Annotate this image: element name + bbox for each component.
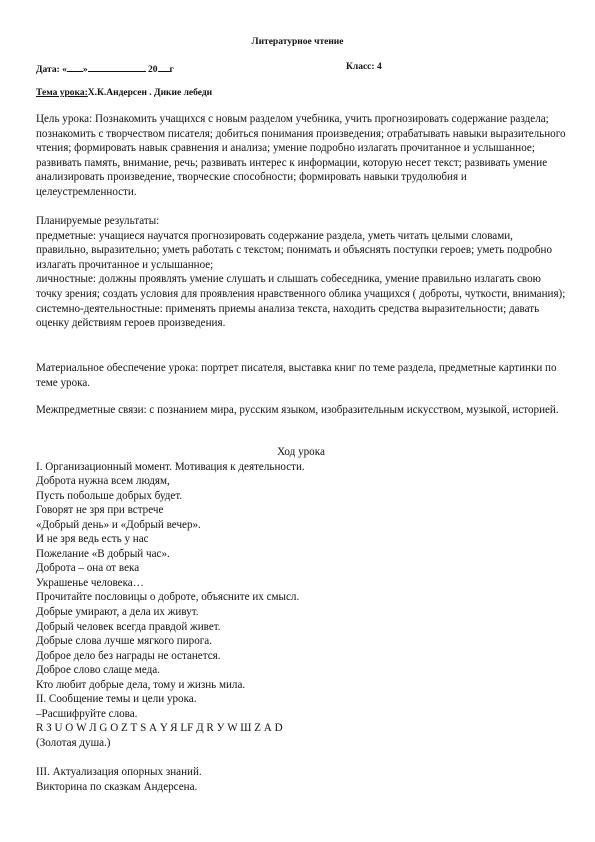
lesson-line: R З U О W Л G О Z Т S А Y Я LF Д R У W Ш Z А D bbox=[36, 722, 283, 735]
date-year: 20 bbox=[145, 65, 158, 75]
lesson-line bbox=[36, 750, 566, 765]
lesson-line: Викторина по сказкам Андерсена. bbox=[36, 780, 198, 793]
lesson-lines bbox=[36, 460, 566, 795]
month-blank bbox=[88, 62, 146, 72]
lesson-line: Кто любит добрые дела, тому и жизнь мила. bbox=[36, 678, 246, 691]
lesson-line: Доброта – она от века bbox=[36, 562, 140, 575]
lesson-line: (Золотая душа.) bbox=[36, 736, 111, 749]
lesson-line: Пожелание «В добрый час». bbox=[36, 547, 170, 560]
equipment-text: Материальное обеспечение урока: портрет писателя, выставка книг по теме раздела, предметные картинки по теме урока. bbox=[36, 362, 557, 389]
lesson-line: Пусть побольше добрых будет. bbox=[36, 489, 183, 502]
date-suffix: г bbox=[169, 65, 174, 75]
results-activity: системно-деятельностные: применять приемы анализа текста, находить средства выразительности; давать оценку действиям героев произведения. bbox=[36, 302, 540, 330]
lesson-line: Говорят не зря при встрече bbox=[36, 504, 164, 517]
interdisciplinary-paragraph bbox=[36, 403, 566, 418]
day-blank bbox=[67, 62, 83, 72]
subject-heading: Литературное чтение bbox=[251, 37, 344, 47]
lesson-line: Доброе дело без награды не останется. bbox=[36, 649, 221, 662]
equipment-paragraph bbox=[36, 361, 566, 390]
lesson-plan bbox=[36, 445, 566, 794]
class-label: Класс: 4 bbox=[346, 62, 382, 72]
goal-paragraph bbox=[36, 112, 566, 200]
results-subject: предметные: учащиеся научатся прогнозировать содержание раздела, уметь читать целыми словами, правильно, выразительно; уметь работать с текстом; понимать и объяснять поступки героев; уметь подробно излагать прочитанное и услышанное; bbox=[36, 229, 552, 271]
goal-text: Цель урока: Познакомить учащихся с новым разделом учебника, учить прогнозировать содержание раздела; познакомить с творчеством писателя; добиться понимания произведения; отрабатывать навыки выразительного чтения; формировать навык сравнения и анализа; умение подробно излагать прочитанное и услышанное; развивать память, внимание, речь; развивать интерес к информации, которую несет текст; развивать умение анализировать произведение, творческие способности; формировать навыки трудолюбия и целеустремленности. bbox=[36, 113, 566, 198]
year-blank bbox=[158, 62, 170, 72]
lesson-line: Добрый человек всегда правдой живет. bbox=[36, 620, 221, 633]
lesson-line: Украшенье человека… bbox=[36, 576, 144, 589]
date-mid: » bbox=[82, 65, 88, 75]
results-section bbox=[36, 214, 566, 331]
date-line bbox=[36, 62, 174, 75]
lesson-line: Прочитайте пословицы о доброте, объясните их смысл. bbox=[36, 591, 300, 604]
date-label: Дата: « bbox=[36, 65, 67, 75]
lesson-title: Ход урока bbox=[277, 446, 325, 458]
lesson-line: Доброе слово слаще меда. bbox=[36, 664, 160, 677]
lesson-line: И не зря ведь есть у нас bbox=[36, 533, 149, 546]
lesson-line: I. Организационный момент. Мотивация к деятельности. bbox=[36, 460, 305, 473]
topic-value: Х.К.Андерсен . Дикие лебеди bbox=[87, 88, 213, 98]
topic-label: Тема урока: bbox=[36, 88, 88, 98]
lesson-line: II. Сообщение темы и цели урока. bbox=[36, 693, 197, 706]
lesson-line: «Добрый день» и «Добрый вечер». bbox=[36, 518, 201, 531]
lesson-topic bbox=[36, 88, 212, 98]
results-personal: личностные: должны проявлять умение слушать и слышать собеседника, умение правильно излагать свою точку зрения; создать условия для проявления нравственного облика учащихся ( доброты, чуткости, внимания); bbox=[36, 273, 566, 300]
lesson-line: Добрые умирают, а дела их живут. bbox=[36, 606, 199, 619]
results-title: Планируемые результаты: bbox=[36, 215, 160, 227]
interdisciplinary-text: Межпредметные связи: с познанием мира, русским языком, изобразительным искусством, музыкой, историей. bbox=[36, 404, 559, 416]
lesson-line: III. Актуализация опорных знаний. bbox=[36, 766, 202, 779]
lesson-line: Добрые слова лучше мягкого пирога. bbox=[36, 635, 213, 648]
lesson-line: –Расшифруйте слова. bbox=[36, 707, 138, 720]
lesson-line: Доброта нужна всем людям, bbox=[36, 475, 170, 488]
